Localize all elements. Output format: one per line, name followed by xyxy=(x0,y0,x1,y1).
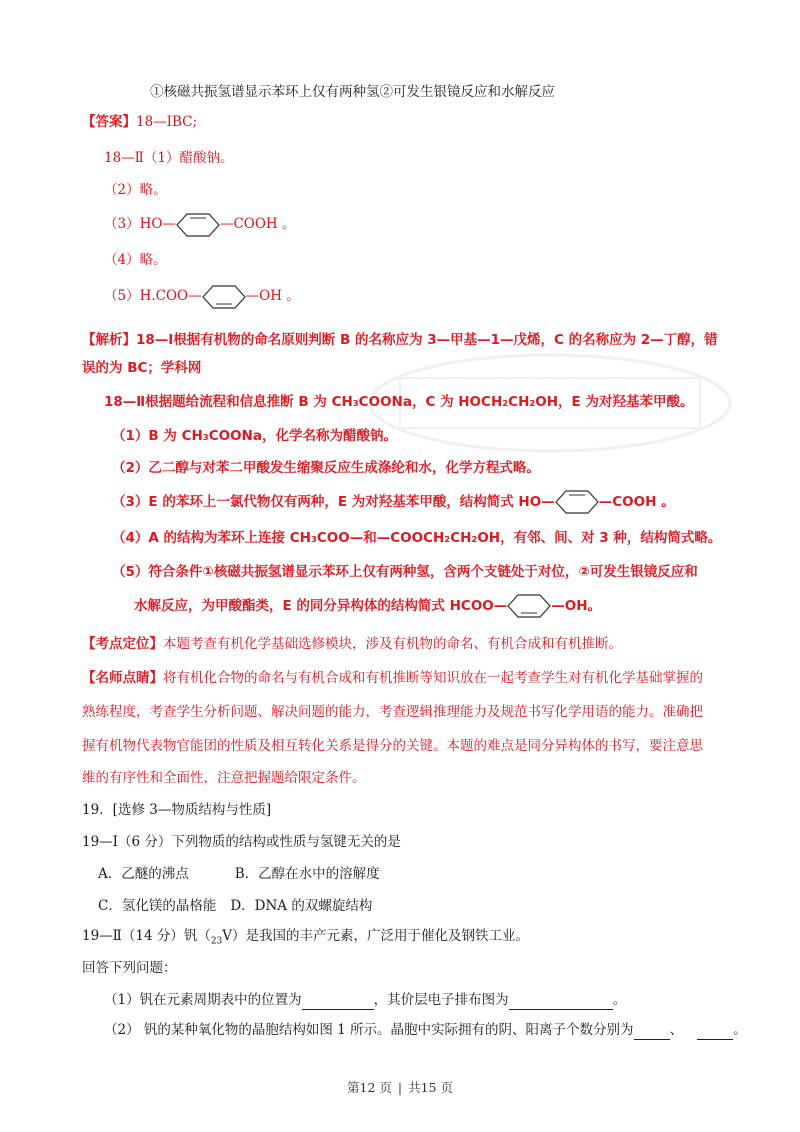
mingshi-line-3: 握有机物代表物官能团的性质及相互转化关系是得分的关键。本题的难点是同分异构体的书写，要注意思 xyxy=(82,738,703,754)
analysis-line-7: （4）A 的结构为苯环上连接 CH₃COO—和—COOCH₂CH₂OH，有邻、间、对 3 种，结构简式略。 xyxy=(112,530,722,546)
answer-18-1: 18—ⅠBC; xyxy=(136,114,198,130)
benzene-ring-icon xyxy=(202,284,246,310)
analysis-line-9 xyxy=(134,592,601,620)
analysis-line-2: 误的为 BC；学科网 xyxy=(82,360,202,376)
q19-2-stem xyxy=(82,926,529,952)
answer-18-2-5 xyxy=(104,282,300,310)
analysis-6-suffix: —COOH 。 xyxy=(598,494,675,510)
q19-prompt: 回答下列问题： xyxy=(82,960,177,976)
analysis-line-5: （2）乙二醇与对苯二甲酸发生缩聚反应生成涤纶和水，化学方程式略。 xyxy=(112,460,540,476)
mingshi-line-4: 维的有序性和全面性，注意把握题给限定条件。 xyxy=(82,770,366,786)
analysis-line-1 xyxy=(82,330,718,350)
q19-option-a: A．乙醚的沸点 xyxy=(98,866,189,882)
analysis-line-4: （1）B 为 CH₃COONa，化学名称为醋酸钠。 xyxy=(112,428,397,444)
analysis-line-3: 18—Ⅱ根据题给流程和信息推断 B 为 CH₃COONa，C 为 HOCH₂CH₂OH，E 为对羟基苯甲酸。 xyxy=(104,394,694,410)
q19-2-stem-suffix: V）是我国的丰产元素，广泛用于催化及钢铁工业。 xyxy=(222,928,530,944)
analysis-9-prefix: 水解反应，为甲酸酯类，E 的同分异构体的结构简式 HCOO— xyxy=(134,598,508,614)
q19-title: 19．[选修 3—物质结构与性质] xyxy=(82,802,272,818)
answer-5-prefix: （5）H.COO— xyxy=(104,288,202,304)
q19-sub-1-prefix: （1）钒在元素周期表中的位置为 xyxy=(104,992,302,1008)
answer-18-2-1: 18—Ⅱ（1）醋酸钠。 xyxy=(104,150,234,166)
analysis-line-8: （5）符合条件①核磁共振氢谱显示苯环上仅有两种氢，含两个支链处于对位，②可发生银镜反应和 xyxy=(112,564,698,580)
answer-blank-anion-count[interactable] xyxy=(634,1023,670,1040)
answer-blank-cation-count[interactable] xyxy=(697,1023,733,1040)
kaodian-line xyxy=(82,634,622,654)
q19-sub-1 xyxy=(104,990,626,1010)
footer-separator: | xyxy=(397,1080,403,1095)
answer-18-2-2: （2）略。 xyxy=(104,182,167,198)
analysis-18-1: 18—Ⅰ根据有机物的命名原则判断 B 的名称应为 3—甲基—1—戊烯，C 的名称应为 2—丁醇，错 xyxy=(136,332,718,348)
condition-line: ①核磁共振氢谱显示苯环上仅有两种氢②可发生银镜反应和水解反应 xyxy=(150,84,555,100)
analysis-tag: 【解析】 xyxy=(82,332,136,348)
benzene-ring-icon xyxy=(555,489,599,515)
analysis-line-6 xyxy=(112,488,675,516)
page-number: 第12 页 xyxy=(347,1080,392,1095)
vanadium-atomic-number: 23 xyxy=(210,936,223,947)
q19-option-d: D．DNA 的双螺旋结构 xyxy=(230,898,373,914)
q19-sub-1-mid: ，其价层电子排布图为 xyxy=(373,992,509,1008)
q19-sub-1-end: 。 xyxy=(612,992,627,1008)
q19-1-stem: 19—Ⅰ（6 分）下列物质的结构或性质与氢键无关的是 xyxy=(82,834,401,850)
q19-options-row-2 xyxy=(98,896,372,916)
q19-sub-2-prefix: （2） 钒的某种氧化物的晶胞结构如图 1 所示。晶胞中实际拥有的阴、阳离子个数分别为 xyxy=(104,1022,634,1038)
q19-options-row-1 xyxy=(98,864,380,884)
benzene-ring-icon xyxy=(507,593,551,619)
kaodian-text: 本题考查有机化学基础选修模块，涉及有机物的命名、有机合成和有机推断。 xyxy=(163,636,622,652)
kaodian-tag: 【考点定位】 xyxy=(82,636,163,652)
mingshi-text-1: 将有机化合物的命名与有机合成和有机推断等知识放在一起考查学生对有机化学基础掌握的 xyxy=(163,670,703,686)
mingshi-line-1 xyxy=(82,668,703,688)
answer-tag: 【答案】 xyxy=(82,114,136,130)
answer-line-1 xyxy=(82,112,197,132)
q19-sub-2-end: 。 xyxy=(733,1022,747,1038)
answer-5-suffix: —OH 。 xyxy=(245,288,300,304)
analysis-9-suffix: —OH。 xyxy=(551,598,602,614)
answer-blank-position[interactable] xyxy=(302,993,374,1010)
q19-sub-2-mid: 、 xyxy=(669,1022,684,1038)
q19-sub-2 xyxy=(104,1020,747,1040)
analysis-6-prefix: （3）E 的苯环上一氯代物仅有两种，E 为对羟基苯甲酸，结构简式 HO— xyxy=(112,494,555,510)
page-total: 共15 页 xyxy=(408,1080,453,1095)
mingshi-line-2: 熟练程度，考查学生分析问题、解决问题的能力，考查逻辑推理能力及规范书写化学用语的能力。准确把 xyxy=(82,704,703,720)
page-footer xyxy=(0,1078,800,1096)
q19-2-stem-prefix: 19—Ⅱ（14 分）钒（ xyxy=(82,928,211,944)
answer-18-2-3 xyxy=(104,210,295,238)
benzene-ring-icon xyxy=(176,212,220,238)
answer-blank-electron-config[interactable] xyxy=(509,993,613,1010)
answer-18-2-4: （4）略。 xyxy=(104,252,167,268)
answer-3-prefix: （3）HO— xyxy=(104,216,176,232)
q19-option-b: B．乙醇在水中的溶解度 xyxy=(234,866,380,882)
answer-3-suffix: —COOH 。 xyxy=(219,216,296,232)
mingshi-tag: 【名师点睛】 xyxy=(82,670,163,686)
q19-option-c: C．氢化镁的晶格能 xyxy=(98,898,217,914)
